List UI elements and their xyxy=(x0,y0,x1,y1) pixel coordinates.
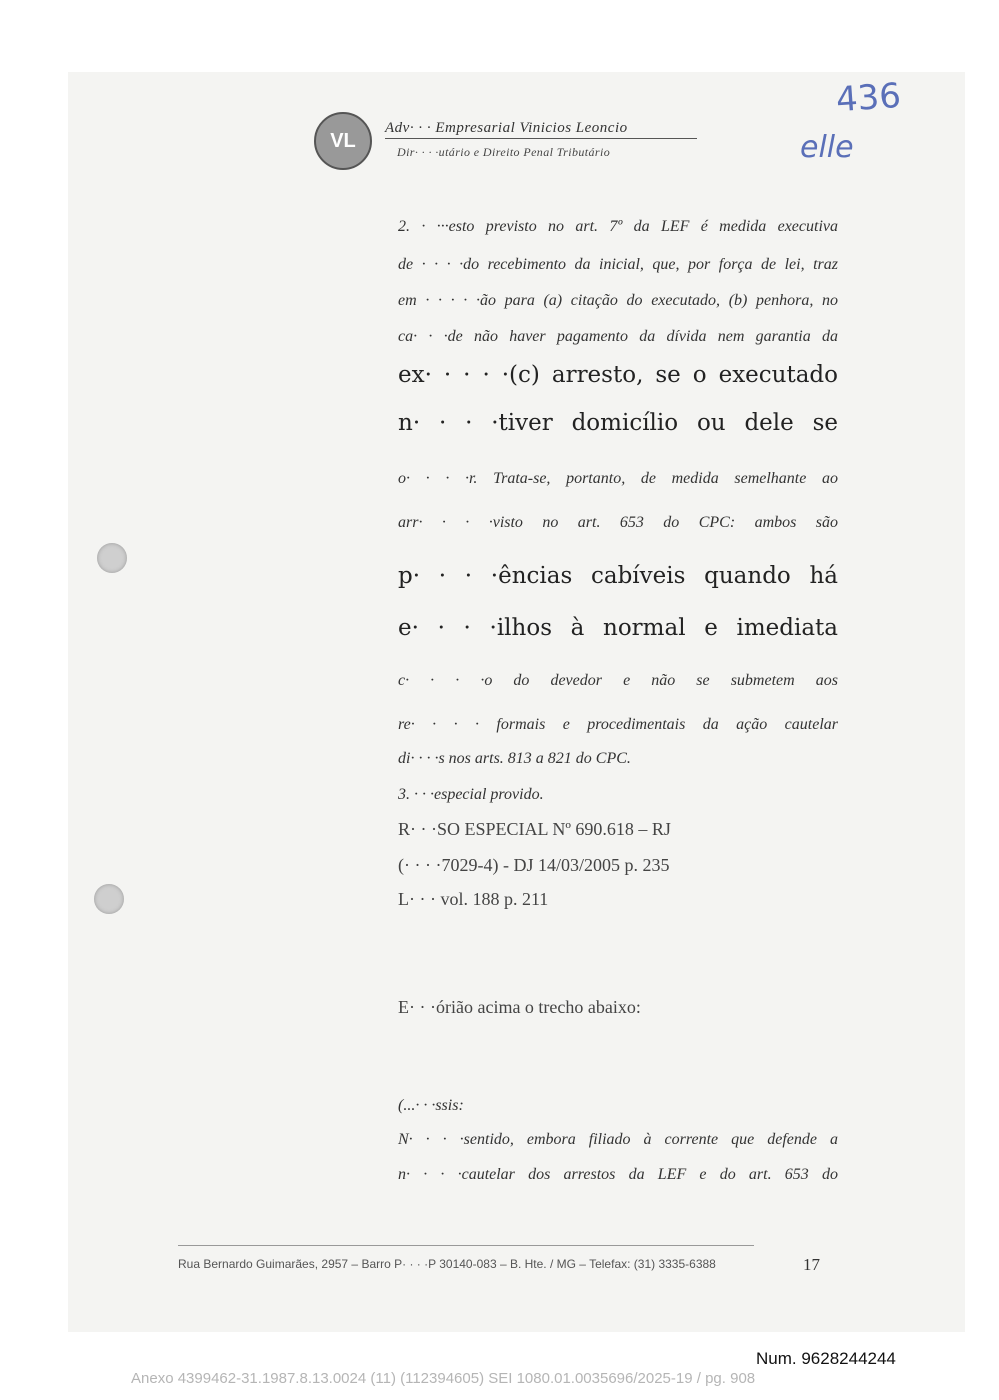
text-line: 3. · · ·especial provido. xyxy=(398,786,544,803)
annex-reference: Anexo 4399462-31.1987.8.13.0024 (11) (112394605) SEI 1080.01.0035696/2025-19 / pg. 908 xyxy=(131,1370,756,1387)
text-line: e· · · ·ilhos à normal e imediata xyxy=(398,615,838,641)
text-line: em · · · · ·ão para (a) citação do executado, (b) penhora, no xyxy=(398,292,838,309)
text-line: ex· · · · ·(c) arresto, se o executado xyxy=(398,362,838,388)
text-line: di· · · ·s nos arts. 813 a 821 do CPC. xyxy=(398,750,631,767)
case-reference: (· · · ·7029-4) - DJ 14/03/2005 p. 235 xyxy=(398,855,670,875)
text-line: de · · · ·do recebimento da inicial, que, por força de lei, traz xyxy=(398,256,838,273)
punch-hole-bottom xyxy=(94,884,124,914)
text-line: 2. · ···esto previsto no art. 7º da LEF é medida executiva xyxy=(398,218,838,235)
text-line: c· · · ·o do devedor e não se submetem aos xyxy=(398,672,838,689)
text-line: p· · · ·ências cabíveis quando há xyxy=(398,563,838,589)
case-reference: L· · · vol. 188 p. 211 xyxy=(398,889,549,909)
case-reference: R· · ·SO ESPECIAL Nº 690.618 – RJ xyxy=(398,819,671,839)
logo-monogram: VL xyxy=(330,129,356,152)
footer-address: Rua Bernardo Guimarães, 2957 – Barro P· · · ·P 30140-083 – B. Hte. / MG – Telefax: (31) 3335-6388 xyxy=(178,1257,716,1271)
handwritten-page-number: 436 xyxy=(834,75,903,121)
text-line: E· · ·órião acima o trecho abaixo: xyxy=(398,997,641,1017)
text-line: (...· · ·ssis: xyxy=(398,1097,464,1114)
text-line: n· · · ·cautelar dos arrestos da LEF e do art. 653 do xyxy=(398,1166,838,1183)
page-number: 17 xyxy=(803,1255,820,1274)
text-line: ca· · ·de não haver pagamento da dívida nem garantia da xyxy=(398,328,838,345)
text-line: n· · · ·tiver domicílio ou dele se xyxy=(398,410,838,436)
letterhead-title: Adv· · · Empresarial Vinicios Leoncio xyxy=(385,120,697,139)
firm-logo xyxy=(314,112,372,170)
letterhead-subtitle: Dir· · · ·utário e Direito Penal Tributário xyxy=(397,145,611,159)
text-line: re· · · · formais e procedimentais da ação cautelar xyxy=(398,716,838,733)
footer-divider xyxy=(178,1245,754,1246)
text-line: arr· · · ·visto no art. 653 do CPC: ambos são xyxy=(398,514,838,531)
document-number: Num. 9628244244 xyxy=(756,1349,896,1368)
punch-hole-top xyxy=(97,543,127,573)
handwritten-initials: elle xyxy=(800,130,854,165)
text-line: o· · · ·r. Trata-se, portanto, de medida semelhante ao xyxy=(398,470,838,487)
text-line: N· · · ·sentido, embora filiado à corrente que defende a xyxy=(398,1131,838,1148)
